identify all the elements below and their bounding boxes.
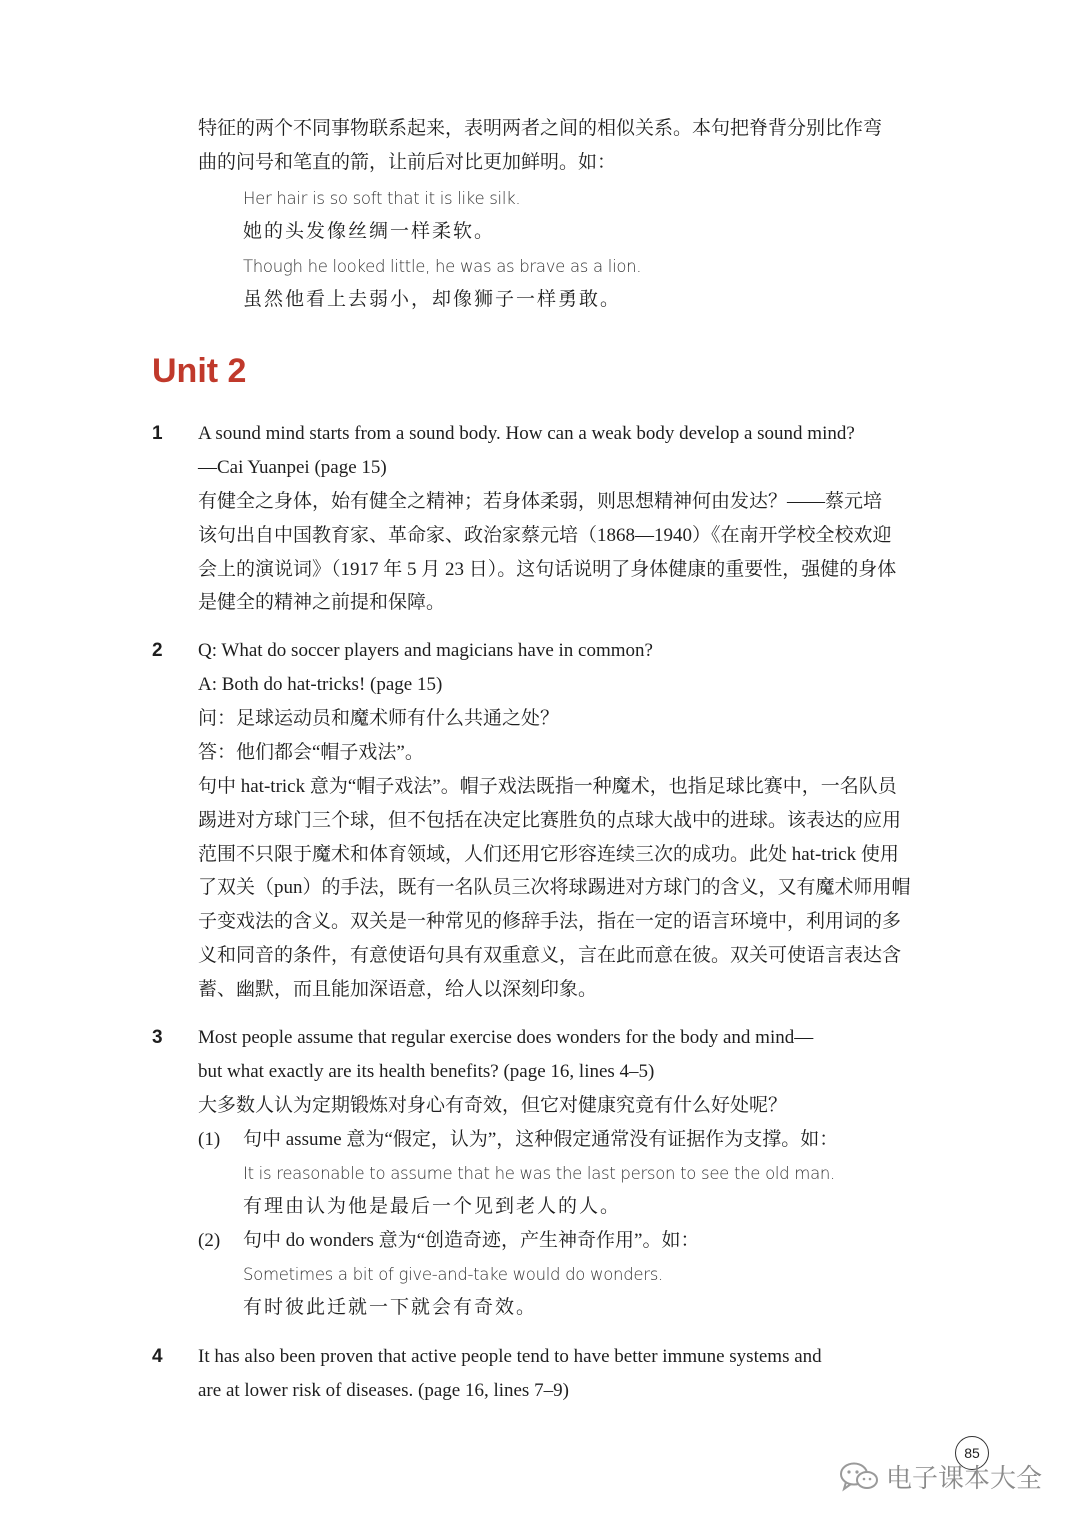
item-number-2: 2 — [152, 640, 163, 661]
item-3-sub-text-1: 句中 assume 意为“假定，认为”，这种假定通常没有证据作为支撑。如： — [243, 1129, 839, 1150]
item-2-en-line-2: A: Both do hat-tricks! (page 15) — [198, 674, 443, 695]
item-1-cn-translation: 有健全之身体，始有健全之精神；若身体柔弱，则思想精神何由发达？——蔡元培 — [198, 491, 883, 512]
intro-example-cn-2: 虽然他看上去弱小，却像狮子一样勇敢。 — [243, 289, 622, 310]
item-number-4: 4 — [152, 1346, 163, 1367]
item-3-sub-example-en-2: Sometimes a bit of give-and-take would do wonders. — [243, 1265, 663, 1284]
item-3-sub-example-en-1: It is reasonable to assume that he was the last person to see the old man. — [243, 1164, 835, 1183]
item-4-en-line-2: are at lower risk of diseases. (page 16, lines 7–9) — [198, 1380, 569, 1401]
item-1-note-line: 是健全的精神之前提和保障。 — [198, 592, 446, 613]
item-3-sub-text-2: 句中 do wonders 意为“创造奇迹，产生神奇作用”。如： — [243, 1230, 700, 1251]
item-2-note-line: 句中 hat-trick 意为“帽子戏法”。帽子戏法既指一种魔术，也指足球比赛中，一名队员 — [198, 776, 897, 797]
item-number-1: 1 — [152, 423, 163, 444]
item-3-en-line-2: but what exactly are its health benefits? (page 16, lines 4–5) — [198, 1061, 655, 1082]
intro-example-cn-1: 她的头发像丝绸一样柔软。 — [243, 221, 496, 242]
item-number-3: 3 — [152, 1027, 163, 1048]
page-number: 85 — [955, 1436, 989, 1470]
item-2-note-line: 范围不只限于魔术和体育领域，人们还用它形容连续三次的成功。此处 hat-trick 使用 — [198, 844, 899, 865]
item-2-cn-answer: 答：他们都会“帽子戏法”。 — [198, 742, 424, 763]
item-2-cn-question: 问：足球运动员和魔术师有什么共通之处？ — [198, 708, 560, 729]
item-3-sub-example-cn-2: 有时彼此迁就一下就会有奇效。 — [243, 1297, 538, 1318]
intro-example-en-2: Though he looked little, he was as brave as a lion. — [243, 257, 642, 276]
item-3-cn-translation: 大多数人认为定期锻炼对身心有奇效，但它对健康究竟有什么好处呢？ — [198, 1095, 788, 1116]
item-3-sub-label-2: (2) — [198, 1230, 221, 1251]
item-2-note-line: 子变戏法的含义。双关是一种常见的修辞手法，指在一定的语言环境中，利用词的多 — [198, 911, 902, 932]
item-2-note-line: 义和同音的条件，有意使语句具有双重意义，言在此而意在彼。双关可使语言表达含 — [198, 945, 902, 966]
item-2-note-line: 了双关（pun）的手法，既有一名队员三次将球踢进对方球门的含义，又有魔术师用帽 — [198, 877, 911, 898]
item-2-note-line: 蓄、幽默，而且能加深语意，给人以深刻印象。 — [198, 979, 598, 1000]
item-1-en-line-2: —Cai Yuanpei (page 15) — [198, 457, 387, 478]
item-3-en-line-1: Most people assume that regular exercise does wonders for the body and mind— — [198, 1027, 814, 1048]
item-2-note-line: 踢进对方球门三个球，但不包括在决定比赛胜负的点球大战中的进球。该表达的应用 — [198, 810, 902, 831]
intro-example-en-1: Her hair is so soft that it is like silk. — [243, 189, 521, 208]
intro-line-1: 特征的两个不同事物联系起来，表明两者之间的相似关系。本句把脊背分别比作弯 — [198, 118, 883, 139]
item-1-en-line-1: A sound mind starts from a sound body. How can a weak body develop a sound mind? — [198, 423, 855, 444]
chat-bubble-icon — [838, 1460, 880, 1494]
item-1-note-line: 该句出自中国教育家、革命家、政治家蔡元培（1868—1940）《在南开学校全校欢迎 — [198, 525, 892, 546]
intro-line-2: 曲的问号和笔直的箭，让前后对比更加鲜明。如： — [198, 152, 617, 173]
item-3-sub-example-cn-1: 有理由认为他是最后一个见到老人的人。 — [243, 1196, 622, 1217]
item-1-note-line: 会上的演说词》（1917 年 5 月 23 日）。这句话说明了身体健康的重要性，强健的身体 — [198, 559, 897, 580]
item-2-en-line-1: Q: What do soccer players and magicians have in common? — [198, 640, 653, 661]
unit-title: Unit 2 — [152, 352, 247, 390]
item-3-sub-label-1: (1) — [198, 1129, 221, 1150]
watermark — [838, 1458, 1042, 1495]
watermark-text: 电子课本大全 — [886, 1464, 1043, 1494]
item-4-en-line-1: It has also been proven that active people tend to have better immune systems and — [198, 1346, 822, 1367]
